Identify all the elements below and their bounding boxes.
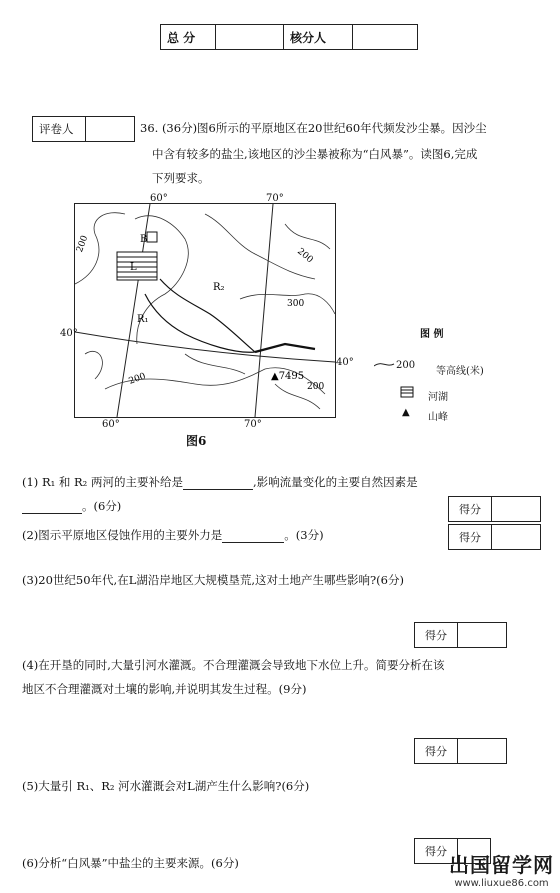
- grader-label: 评卷人: [33, 117, 86, 142]
- legend-contour-value: 200: [396, 360, 416, 371]
- subquestion-5: (5)大量引 R₁、R₂ 河水灌溉会对L湖产生什么影响?(6分): [22, 779, 310, 793]
- legend-title: 图 例: [420, 329, 444, 340]
- subquestion-6: (6)分析“白风暴”中盐尘的主要来源。(6分): [22, 856, 239, 870]
- legend-peak-icon: ▲: [402, 407, 410, 418]
- score-box-q2: [448, 524, 541, 550]
- contour-line: [285, 224, 330, 249]
- score-label: 得分: [449, 525, 492, 550]
- checker-label: 核分人: [284, 25, 353, 50]
- header-score-table: [160, 24, 418, 50]
- contour-line: [85, 351, 102, 379]
- checker-field[interactable]: [353, 25, 418, 50]
- watermark-url: www.liuxue86.com: [454, 878, 549, 889]
- question-intro-line1: 36. (36分)图6所示的平原地区在20世纪60年代频发沙尘暴。因沙尘: [140, 121, 487, 135]
- question-intro-line2: 中含有较多的盐尘,该地区的沙尘暴被称为“白风暴”。读图6,完成: [152, 147, 478, 161]
- question-intro-line3: 下列要求。: [152, 171, 210, 185]
- map-bottom-lon-70: 70°: [244, 419, 262, 430]
- lake-b: [147, 232, 157, 242]
- watermark-title: 出国留学网: [449, 853, 554, 877]
- meridian-70: [255, 204, 273, 417]
- q2-text-a: (2)图示平原地区侵蚀作用的主要外力是: [22, 528, 223, 542]
- score-box-q3: [414, 622, 507, 648]
- score-label: 得分: [415, 739, 458, 764]
- contour-label: 200: [75, 234, 91, 254]
- legend-contour-text: 等高线(米): [436, 366, 484, 377]
- figure-caption: 图6: [186, 434, 207, 448]
- peak-label: ▲7495: [271, 371, 305, 382]
- q1-blank-1[interactable]: [183, 489, 253, 490]
- score-label: 得分: [449, 497, 492, 522]
- q2-text-b: 。(3分): [284, 528, 324, 542]
- score-field[interactable]: [492, 525, 541, 550]
- score-label: 得分: [415, 839, 458, 864]
- contour-label: 200: [127, 371, 148, 387]
- score-label: 得分: [415, 623, 458, 648]
- subquestion-1-cont: [22, 498, 121, 514]
- watermark: [449, 849, 554, 889]
- score-field[interactable]: [458, 739, 507, 764]
- q1-text-c: 。(6分): [82, 499, 122, 513]
- lake-l: [117, 252, 157, 280]
- score-field[interactable]: [492, 497, 541, 522]
- score-box-q4: [414, 738, 507, 764]
- q1-text-a: (1) R₁ 和 R₂ 两河的主要补给是: [22, 475, 183, 489]
- q1-text-b: ,影响流量变化的主要自然因素是: [252, 475, 418, 489]
- legend-lake-text: 河湖: [428, 392, 448, 403]
- figure-6-map: [74, 203, 336, 418]
- lake-l-label: L: [130, 262, 137, 273]
- grader-table: [32, 116, 135, 142]
- subquestion-3: (3)20世纪50年代,在L湖沿岸地区大规模垦荒,这对土地产生哪些影响?(6分): [22, 573, 404, 587]
- river-r1-label: R₁: [137, 314, 149, 325]
- legend-peak-text: 山峰: [428, 412, 448, 423]
- score-field[interactable]: [458, 623, 507, 648]
- legend-lake-icon: [400, 386, 414, 398]
- subquestion-1: [22, 474, 418, 490]
- map-top-lon-60: 60°: [150, 193, 168, 204]
- total-score-field[interactable]: [216, 25, 284, 50]
- q2-blank[interactable]: [222, 542, 284, 543]
- map-left-lat-40: 40°: [60, 328, 78, 339]
- map-bottom-lon-60: 60°: [102, 419, 120, 430]
- contour-label: 300: [287, 299, 305, 309]
- grader-field[interactable]: [86, 117, 135, 142]
- score-box-q1: [448, 496, 541, 522]
- subquestion-2: [22, 527, 324, 543]
- lake-b-label: B: [140, 234, 148, 245]
- parallel-40: [75, 332, 335, 362]
- contour-label: 200: [295, 246, 315, 266]
- contour-line: [205, 214, 315, 279]
- subquestion-4-line2: 地区不合理灌溉对土壤的影响,并说明其发生过程。(9分): [22, 682, 307, 696]
- contour-label: 200: [307, 382, 325, 392]
- river-upper: [255, 344, 315, 352]
- river-r1: [145, 294, 255, 352]
- river-r2-label: R₂: [213, 282, 225, 293]
- subquestion-4-line1: (4)在开垦的同时,大量引河水灌溉。不合理灌溉会导致地下水位上升。简要分析在该: [22, 658, 445, 672]
- map-right-lat-40: 40°: [336, 357, 354, 368]
- map-top-lon-70: 70°: [266, 193, 284, 204]
- river-r2: [160, 279, 255, 352]
- contour-line: [185, 354, 245, 374]
- total-score-label: 总 分: [161, 25, 216, 50]
- q1-blank-2[interactable]: [22, 513, 82, 514]
